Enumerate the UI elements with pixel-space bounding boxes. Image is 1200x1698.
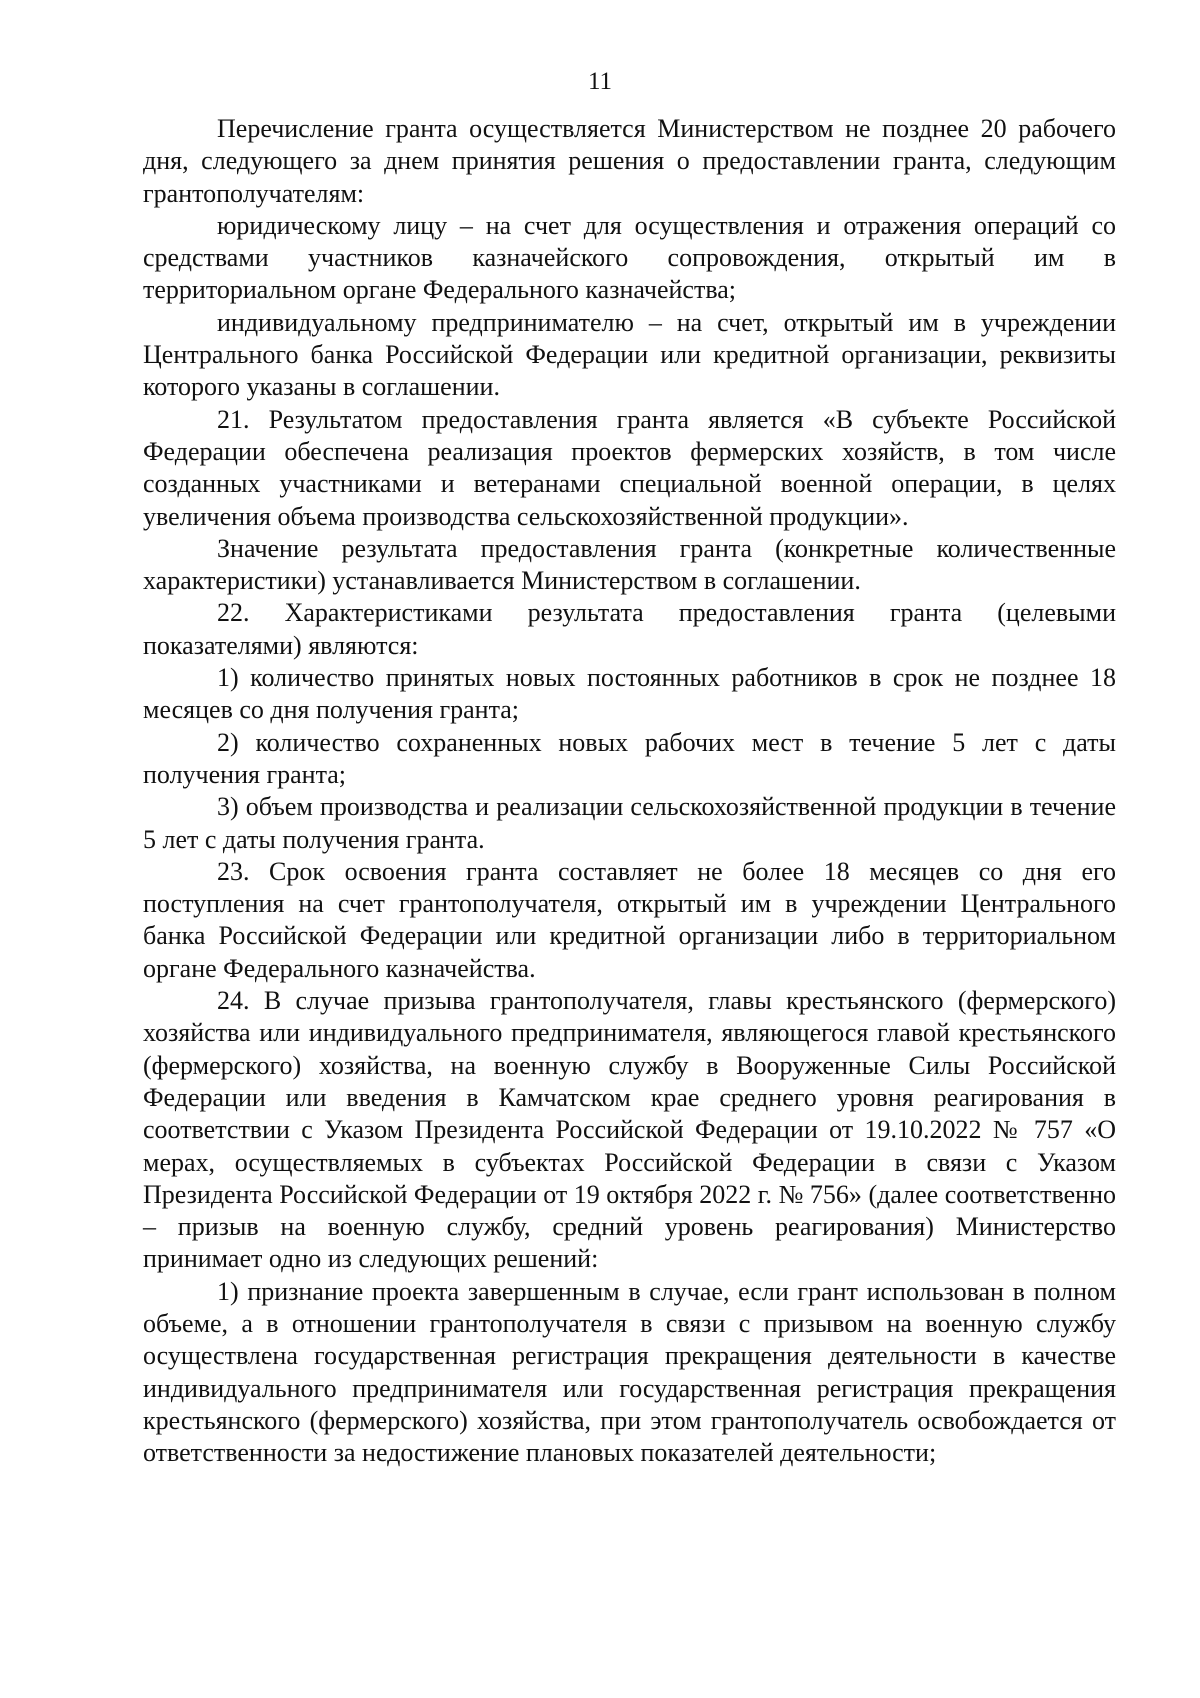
list-item-1-project-completed: 1) признание проекта завершенным в случае, если грант использован в полном объеме, а в отношении грантополучателя в связи с призывом на военную службу осуществлена государственная регистрация прекращения деятельности в качестве индивидуального предпринимателя или государственная регистрация прекращения крестьянского (фермерского) хозяйства, при этом грантополучатель освобождается от ответственности за недостижение плановых показателей деятельности; [143,1276,1116,1468]
paragraph-legal-entity: юридическому лицу – на счет для осуществления и отражения операций со средствами участников казначейского сопровождения, открытый им в территориальном органе Федерального казначейства; [143,210,1116,305]
list-item-2-saved-jobs: 2) количество сохраненных новых рабочих мест в течение 5 лет с даты получения гранта; [143,727,1116,789]
list-item-3-production-volume: 3) объем производства и реализации сельскохозяйственной продукции в течение 5 лет с даты получения гранта. [143,792,1116,854]
paragraph-24-military-service: 24. В случае призыва грантополучателя, главы крестьянского (фермерского) хозяйства или индивидуального предпринимателя, являющегося главой крестьянского (фермерского) хозяйства, на военную службу в Вооруженные Силы Российской Федерации или введения в Камчатском крае среднего уровня реагирования в соответствии с Указом Президента Российской Федерации от 19.10.2022 № 757 «О мерах, осуществляемых в субъектах Российской Федерации в связи с Указом Президента Российской Федерации от 19 октября 2022 г. № 756» (далее соответственно – призыв на военную службу, средний уровень реагирования) Министерство принимает одно из следующих решений: [143,986,1116,1274]
page-number: 11 [587,68,613,95]
paragraph-grant-transfer: Перечисление гранта осуществляется Министерством не позднее 20 рабочего дня, следующего за днем принятия решения о предоставлении гранта, следующим грантополучателям: [143,114,1116,208]
paragraph-21-result: 21. Результатом предоставления гранта является «В субъекте Российской Федерации обеспечена реализация проектов фермерских хозяйств, в том числе созданных участниками и ветеранами специальной военной операции, в целях увеличения объема производства сельскохозяйственной продукции». [143,404,1116,531]
document-body [143,113,1116,1469]
list-item-1-new-workers: 1) количество принятых новых постоянных работников в срок не позднее 18 месяцев со дня получения гранта; [143,663,1116,725]
paragraph-individual-entrepreneur: индивидуальному предпринимателю – на счет, открытый им в учреждении Центрального банка Российской Федерации или кредитной организации, реквизиты которого указаны в соглашении. [143,307,1116,402]
paragraph-23-grant-term: 23. Срок освоения гранта составляет не более 18 месяцев со дня его поступления на счет грантополучателя, открытый им в учреждении Центрального банка Российской Федерации или кредитной организации либо в территориальном органе Федерального казначейства. [143,856,1116,983]
paragraph-22-characteristics: 22. Характеристиками результата предоставления гранта (целевыми показателями) являются: [143,598,1116,660]
paragraph-result-value: Значение результата предоставления гранта (конкретные количественные характеристики) устанавливается Министерством в соглашении. [143,533,1116,596]
